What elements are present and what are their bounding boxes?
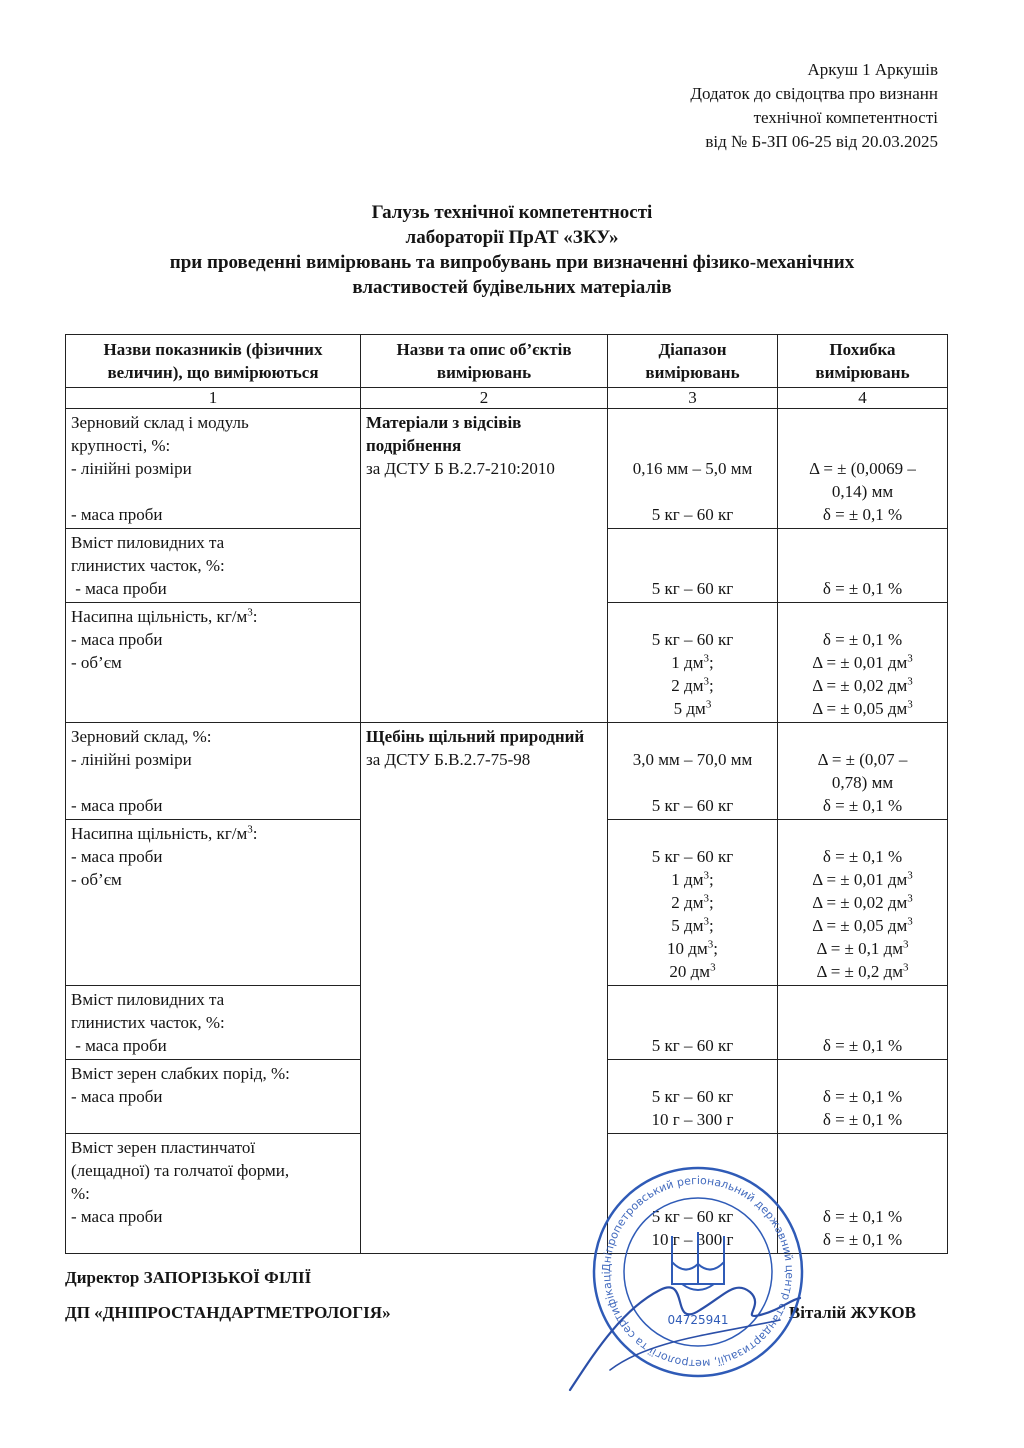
indicator-cell: Вміст зерен пластинчатої (лещадної) та голчатої форми, %: - маса проби — [66, 1134, 361, 1254]
indicator-cell: Насипна щільність, $кг/м^3$: - маса проби - об’єм — [66, 820, 361, 986]
table-row — [66, 409, 948, 529]
indicator-cell: Вміст пиловидних та глинистих часток, %: - маса проби — [66, 529, 361, 603]
col-header-error: Похибка вимірювань — [778, 335, 948, 388]
col-number: 4 — [778, 388, 948, 409]
object-name: Щебінь щільний природний — [366, 727, 585, 746]
stamp-code: 04725941 — [667, 1313, 729, 1327]
range-cell: 5 кг – 60 кг 1 $дм^3$; 2 $дм^3$; 5 $дм^3$ — [608, 603, 778, 723]
table-row — [66, 723, 948, 820]
error-cell: δ = ± 0,1 % δ = ± 0,1 % — [778, 1134, 948, 1254]
error-cell: Δ = ± (0,07 – 0,78) мм δ = ± 0,1 % — [778, 723, 948, 820]
range-cell: 5 кг – 60 кг — [608, 529, 778, 603]
signer-name: Віталій ЖУКОВ — [788, 1303, 916, 1322]
indicator-cell: Зерновий склад і модуль крупності, %: - лінійні розміри - маса проби — [66, 409, 361, 529]
col-number: 1 — [66, 388, 361, 409]
col-header-range: Діапазон вимірювань — [608, 335, 778, 388]
error-cell: δ = ± 0,1 % — [778, 529, 948, 603]
title-line-4: властивостей будівельних матеріалів — [352, 277, 672, 298]
object-cell-crushed-stone — [361, 723, 608, 1254]
certificate-number: від № Б-ЗП 06-25 від 20.03.2025 — [705, 132, 938, 151]
organization-name: ДП «ДНІПРОСТАНДАРТМЕТРОЛОГІЯ» — [65, 1303, 391, 1322]
col-header-objects: Назви та опис об’єктів вимірювань — [361, 335, 608, 388]
error-cell: δ = ± 0,1 % Δ = ± 0,01 $дм^3$ Δ = ± 0,02 $дм^3$ Δ = ± 0,05 $дм^3$ — [778, 603, 948, 723]
col-number: 2 — [361, 388, 608, 409]
title-line-3: при проведенні вимірювань та випробувань при визначенні фізико-механічних — [169, 252, 855, 273]
indicator-cell: Вміст пиловидних та глинистих часток, %: - маса проби — [66, 986, 361, 1060]
error-cell: δ = ± 0,1 % δ = ± 0,1 % — [778, 1060, 948, 1134]
table-header-row — [66, 335, 948, 388]
sheet-label: Аркуш 1 Аркушів — [807, 60, 938, 79]
competence-line: технічної компетентності — [753, 108, 938, 127]
indicator-cell: Насипна щільність, $кг/м^3$: - маса проби - об’єм — [66, 603, 361, 723]
stamp-text: Дніпропетровський регіональний державний центр стандартизації, метрології та сертифікаці — [599, 1173, 797, 1371]
title-line-2: лабораторії ПрАТ «ЗКУ» — [405, 227, 619, 248]
director-title: Директор ЗАПОРІЗЬКОЇ ФІЛІЇ — [65, 1268, 312, 1287]
range-cell: 5 кг – 60 кг 10 г – 300 г — [608, 1060, 778, 1134]
col-header-indicators: Назви показників (фізичних величин), що вимірюються — [66, 335, 361, 388]
title-line-1: Галузь технічної компетентності — [371, 202, 653, 223]
appendix-line: Додаток до свідоцтва про визнанн — [690, 84, 938, 103]
indicator-cell: Вміст зерен слабких порід, %: - маса проби — [66, 1060, 361, 1134]
error-cell: δ = ± 0,1 % — [778, 986, 948, 1060]
range-cell: 0,16 мм – 5,0 мм 5 кг – 60 кг — [608, 409, 778, 529]
object-standard: за ДСТУ Б В.2.7-210:2010 — [366, 459, 555, 478]
document-header — [518, 58, 938, 154]
object-standard: за ДСТУ Б.В.2.7-75-98 — [366, 750, 531, 769]
indicator-cell: Зерновий склад, %: - лінійні розміри - маса проби — [66, 723, 361, 820]
range-cell: 5 кг – 60 кг — [608, 986, 778, 1060]
document-title — [40, 200, 984, 300]
col-number: 3 — [608, 388, 778, 409]
object-cell-screenings — [361, 409, 608, 723]
error-cell: δ = ± 0,1 % Δ = ± 0,01 $дм^3$ Δ = ± 0,02 $дм^3$ Δ = ± 0,05 $дм^3$ Δ = ± 0,1 $дм^3$ Δ = ± 0,2 $дм^3$ — [778, 820, 948, 986]
column-number-row — [66, 388, 948, 409]
object-name: Матеріали з відсівів подрібнення — [366, 413, 522, 455]
range-cell: 5 кг – 60 кг 10 г – 300 г — [608, 1134, 778, 1254]
competence-table — [65, 334, 948, 1254]
range-cell: 3,0 мм – 70,0 мм 5 кг – 60 кг — [608, 723, 778, 820]
range-cell: 5 кг – 60 кг 1 $дм^3$; 2 $дм^3$; 5 $дм^3$; 10 $дм^3$; 20 $дм^3$ — [608, 820, 778, 986]
error-cell: Δ = ± (0,0069 – 0,14) мм δ = ± 0,1 % — [778, 409, 948, 529]
signature-icon — [550, 1250, 810, 1400]
